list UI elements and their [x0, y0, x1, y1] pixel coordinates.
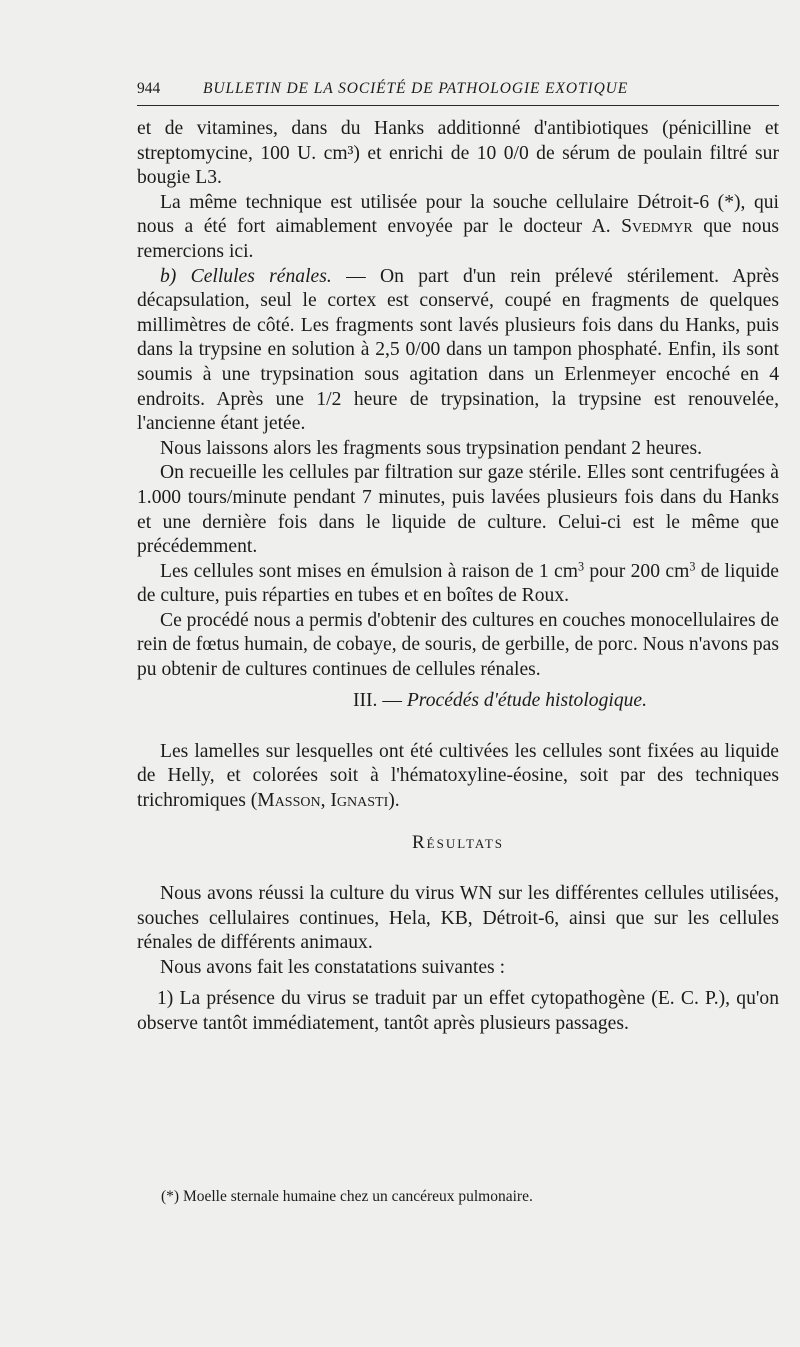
paragraph-2 [137, 191, 779, 265]
results-list-item-1: 1) La présence du virus se traduit par un effet cytopathogène (E. C. P.), qu'on observe tantôt immédiatement, tantôt après plusieurs passages. [137, 988, 779, 1034]
paragraph-6-text-b: pour 200 cm [584, 560, 690, 582]
results-paragraph-1: Nous avons réussi la culture du virus WN sur les différentes cellules utilisées, souches cellulaires continues, Hela, KB, Détroit-6, ainsi que sur les cellules rénales de différents animaux. [137, 883, 779, 954]
page-header [137, 76, 779, 100]
subsection-label: b) Cellules rénales. [160, 265, 332, 287]
running-title: BULLETIN DE LA SOCIÉTÉ DE PATHOLOGIE EXOTIQUE [203, 80, 629, 97]
footnote: (*) Moelle sternale humaine chez un cancéreux pulmonaire. [161, 1188, 533, 1205]
page-number: 944 [137, 80, 161, 97]
author-name-masson: Masson [257, 789, 321, 811]
body-text [137, 117, 779, 1037]
results-paragraph-2: Nous avons fait les constatations suivantes : [160, 956, 506, 978]
paragraph-3-text: — On part d'un rein prélevé stérilement. Après décapsulation, seul le cortex est conservé, coupé en fragments de quelques millimètres de côté. Les fragments sont lavés plusieurs fois dans du Hanks, puis dans la trypsine en solution à 2,5 0/00 dans un tampon phosphaté. Enfin, ils sont soumis à une trypsination sous agitation dans un Erlenmeyer encoché en 4 endroits. Après une 1/2 heure de trypsination, la trypsine est renouvelée, l'ancienne étant jetée. [137, 265, 780, 435]
author-name-ignasti: Ignasti [330, 789, 389, 811]
superscript-3a: 3 [577, 559, 585, 574]
section-heading-iii [137, 689, 779, 713]
paragraph-1: et de vitamines, dans du Hanks additionné d'antibiotiques (pénicilline et streptomycine, 100 U. cm³) et enrichi de 10 0/0 de sérum de poulain filtré sur bougie L3. [137, 118, 779, 189]
histology-separator: , [320, 789, 331, 811]
author-name-svedmyr: Svedmyr [621, 216, 693, 238]
histology-paragraph [137, 740, 779, 814]
paragraph-7: Ce procédé nous a permis d'obtenir des cultures en couches monocellulaires de rein de fœtus humain, de cobaye, de souris, de gerbille, de porc. Nous n'avons pas pu obtenir de cultures continues de cellules rénales. [137, 609, 779, 681]
section-title: Procédés d'étude histologique. [406, 689, 648, 711]
superscript-3b: 3 [689, 559, 696, 574]
paragraph-2-text-b: que nous remercions ici. [137, 216, 779, 262]
paragraph-3 [137, 265, 779, 437]
paragraph-5: On recueille les cellules par filtration sur gaze stérile. Elles sont centrifugées à 1.000 tours/minute pendant 7 minutes, puis lavées plusieurs fois dans du Hanks et une dernière fois dans le liquide de culture. Celui-ci est le même que précédemment. [137, 462, 779, 558]
paragraph-6 [137, 560, 779, 609]
header-rule [137, 105, 779, 106]
section-numeral: III. — [352, 689, 407, 711]
paragraph-4: Nous laissons alors les fragments sous trypsination pendant 2 heures. [160, 437, 703, 459]
results-heading: Résultats [412, 832, 504, 854]
paragraph-2-text-a: La même technique est utilisée pour la souche cellulaire Détroit-6 (*), qui nous a été fort aimablement envoyée par le docteur A. [137, 191, 779, 238]
histology-text-b: ). [388, 789, 400, 811]
histology-text-a: Les lamelles sur lesquelles ont été cultivées les cellules sont fixées au liquide de Helly, et colorées soit à l'hématoxyline-éosine, soit par des techniques trichromiques ( [137, 740, 779, 811]
paragraph-6-text-c: de liquide de culture, puis réparties en tubes et en boîtes de Roux. [137, 560, 779, 607]
paragraph-6-text-a: Les cellules sont mises en émulsion à raison de 1 cm [160, 560, 578, 582]
